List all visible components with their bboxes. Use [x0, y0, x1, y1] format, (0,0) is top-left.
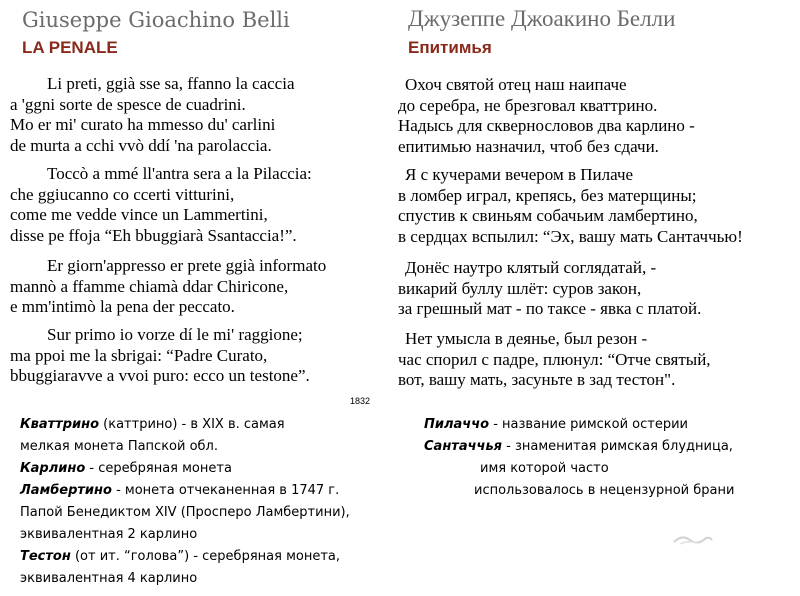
verse-line: час спорил с падре, плюнул: “Отче святый,: [398, 349, 711, 369]
verse-line: викарий буллу шлёт: суров закон,: [398, 278, 642, 298]
italian-stanza-2: [10, 164, 312, 246]
russian-stanza-1: [398, 75, 695, 157]
note-line: имя которой часто: [480, 461, 609, 476]
note-line: Карлино - серебряная монета: [20, 461, 232, 476]
verse-line: за грешный мат - по таксе - явка с платой.: [398, 299, 702, 318]
note-line: Пилаччо - название римской остерии: [424, 417, 688, 432]
russian-stanza-4: [398, 329, 711, 391]
note-line: мелкая монета Папской обл.: [20, 439, 219, 454]
verse-line: Нет умысла в деянье, был резон -: [405, 329, 648, 348]
verse-line: Li preti, ggià sse sa, ffanno la caccia: [47, 74, 295, 93]
italian-title: LA PENALE: [22, 38, 118, 57]
note-line: Ламбертино - монета отчеканенная в 1747 г.: [20, 483, 340, 498]
note-term: Сантаччья: [424, 439, 503, 454]
russian-author: Джузеппе Джоакино Белли: [408, 6, 676, 31]
glossary-right: [424, 414, 734, 502]
verse-line: Охоч святой отец наш наипаче: [405, 75, 627, 94]
verse-line: в сердцах вспылил: “Эх, вашу мать Сантаччью!: [398, 226, 743, 246]
verse-line: bbuggiaravve a vvoi puro: ecco un testone”.: [10, 366, 310, 385]
verse-line: до серебра, не брезговал кваттрино.: [398, 95, 658, 115]
verse-line: спустив к свиньям собачьим ламбертино,: [398, 206, 698, 225]
verse-line: de murta a cchi vvò ddí 'na parolaccia.: [10, 135, 272, 155]
note-line: использовалось в нецензурной брани: [474, 483, 735, 498]
note-term: Тестон: [20, 549, 71, 564]
verse-line: a 'ggni sorte de spesce de cuadrini.: [10, 94, 246, 114]
verse-line: в ломбер играл, крепясь, без матерщины;: [398, 185, 697, 205]
note-term: Карлино: [20, 461, 86, 476]
verse-line: Mo er mi' curato ha mmesso du' carlini: [10, 115, 276, 134]
note-line: эквивалентная 2 карлино: [20, 527, 198, 542]
verse-line: come me vedde vince un Lammertini,: [10, 205, 268, 224]
verse-line: disse pe ffoja “Eh bbuggiarà Ssantaccia!”.: [10, 225, 297, 245]
verse-line: e mm'intimò la pena der peccato.: [10, 297, 235, 316]
note-line: Тестон (от ит. “голова”) - серебряная монета,: [20, 549, 340, 564]
note-line: Сантаччья - знаменитая римская блудница,: [424, 439, 733, 454]
russian-title: Епитимья: [408, 38, 492, 57]
verse-line: вот, вашу мать, засуньте в зад тестон".: [398, 370, 676, 389]
verse-line: Надысь для сквернословов два карлино -: [398, 116, 695, 135]
italian-stanza-4: [10, 325, 310, 387]
italian-author: Giuseppe Gioachino Belli: [22, 8, 290, 32]
note-term: Ламбертино: [20, 483, 112, 498]
verse-line: ma ppoi me la sbrigai: “Padre Curato,: [10, 345, 268, 365]
verse-line: Я с кучерами вечером в Пилаче: [405, 165, 634, 184]
note-line: эквивалентная 4 карлино: [20, 571, 198, 586]
note-term: Пилаччо: [424, 417, 490, 432]
note-line: Папой Бенедиктом XIV (Просперо Ламбертини),: [20, 505, 350, 520]
russian-stanza-2: [398, 165, 743, 247]
poem-year: 1832: [350, 396, 371, 406]
verse-line: che ggiucanno co ccerti vitturini,: [10, 184, 235, 204]
glossary-left: [20, 414, 350, 590]
verse-line: Er giorn'appresso er prete ggià informato: [47, 256, 327, 275]
decorative-smudge-icon: [672, 530, 714, 548]
verse-line: Донёс наутро клятый соглядатай, -: [405, 258, 657, 277]
verse-line: Sur primo io vorze dí le mi' raggione;: [47, 325, 303, 344]
verse-line: mannò a ffamme chiamà ddar Chiricone,: [10, 276, 289, 296]
russian-stanza-3: [398, 258, 701, 320]
note-term: Кваттрино: [20, 417, 100, 432]
italian-stanza-3: [10, 256, 326, 318]
note-line: Кваттрино (каттрино) - в XIX в. самая: [20, 417, 285, 432]
verse-line: епитимью назначил, чтоб без сдачи.: [398, 136, 659, 156]
verse-line: Toccò a mmé ll'antra sera a la Pilaccia:: [47, 164, 312, 183]
italian-stanza-1: [10, 74, 295, 156]
